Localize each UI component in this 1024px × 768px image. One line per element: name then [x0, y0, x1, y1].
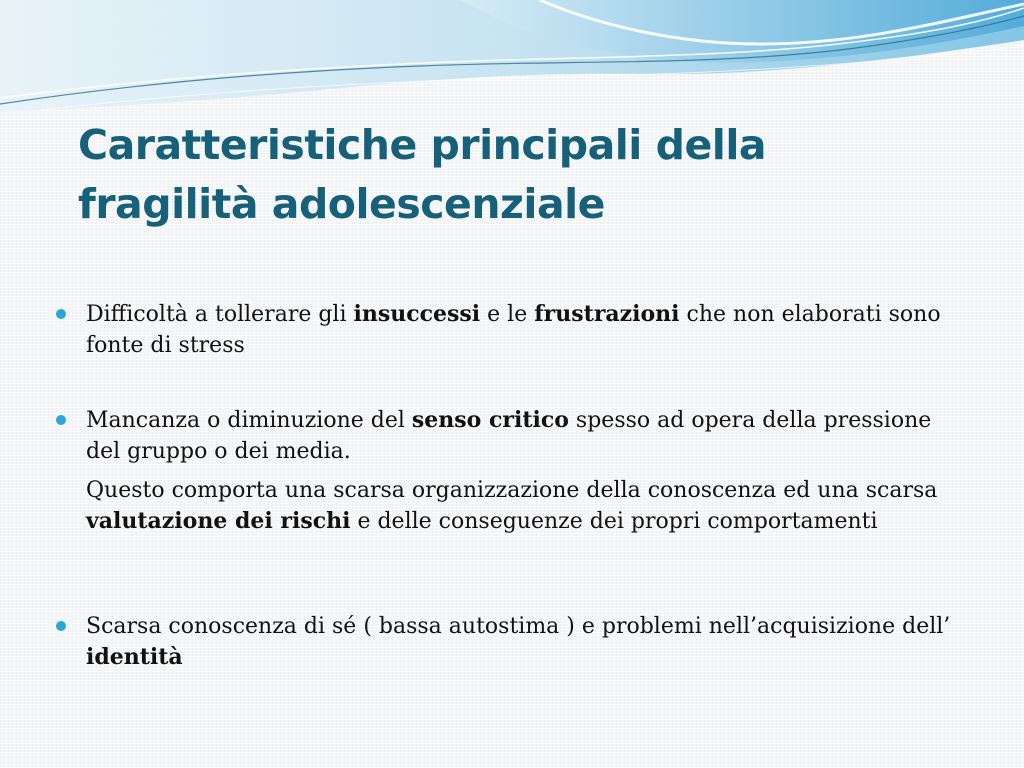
bullet-item-3 [86, 611, 966, 673]
bullet-3-text-a: Scarsa conoscenza di sé ( bassa autostima ) e problemi nell’acquisizione dell’ [86, 614, 951, 639]
bullet-2-cont-text-b: e delle conseguenze dei propri comportamenti [350, 509, 878, 534]
bullet-2-main [86, 405, 966, 467]
bullet-1-text-c: che non elaborati sono fonte di stress [86, 302, 941, 358]
bullet-dot-icon [56, 309, 66, 319]
slide-title-line-2: fragilità adolescenziale [78, 180, 605, 228]
bullet-1-bold-b: frustrazioni [534, 301, 680, 327]
bullet-2-continuation [86, 475, 966, 537]
bullet-2-bold-a: senso critico [411, 407, 569, 433]
bullet-2-cont-text-a: Questo comporta una scarsa organizzazione della conoscenza ed una scarsa [86, 478, 938, 503]
bullet-dot-icon [56, 621, 66, 631]
bullet-item-2 [86, 405, 966, 537]
bullet-1-text-b: e le [480, 302, 535, 327]
bullet-1-bold-a: insuccessi [353, 301, 481, 327]
bullet-2-text-b: spesso ad opera della pressione del gruppo o dei media. [86, 408, 932, 464]
bullet-dot-icon [56, 415, 66, 425]
slide-title-line-1: Caratteristiche principali della [78, 121, 767, 169]
bullet-2-cont-bold: valutazione dei rischi [86, 508, 351, 534]
bullet-item-1 [86, 299, 966, 361]
bullet-3-bold-a: identità [86, 644, 183, 670]
bullet-2-text-a: Mancanza o diminuzione del [86, 408, 412, 433]
bullet-1-text-a: Difficoltà a tollerare gli [86, 302, 354, 327]
